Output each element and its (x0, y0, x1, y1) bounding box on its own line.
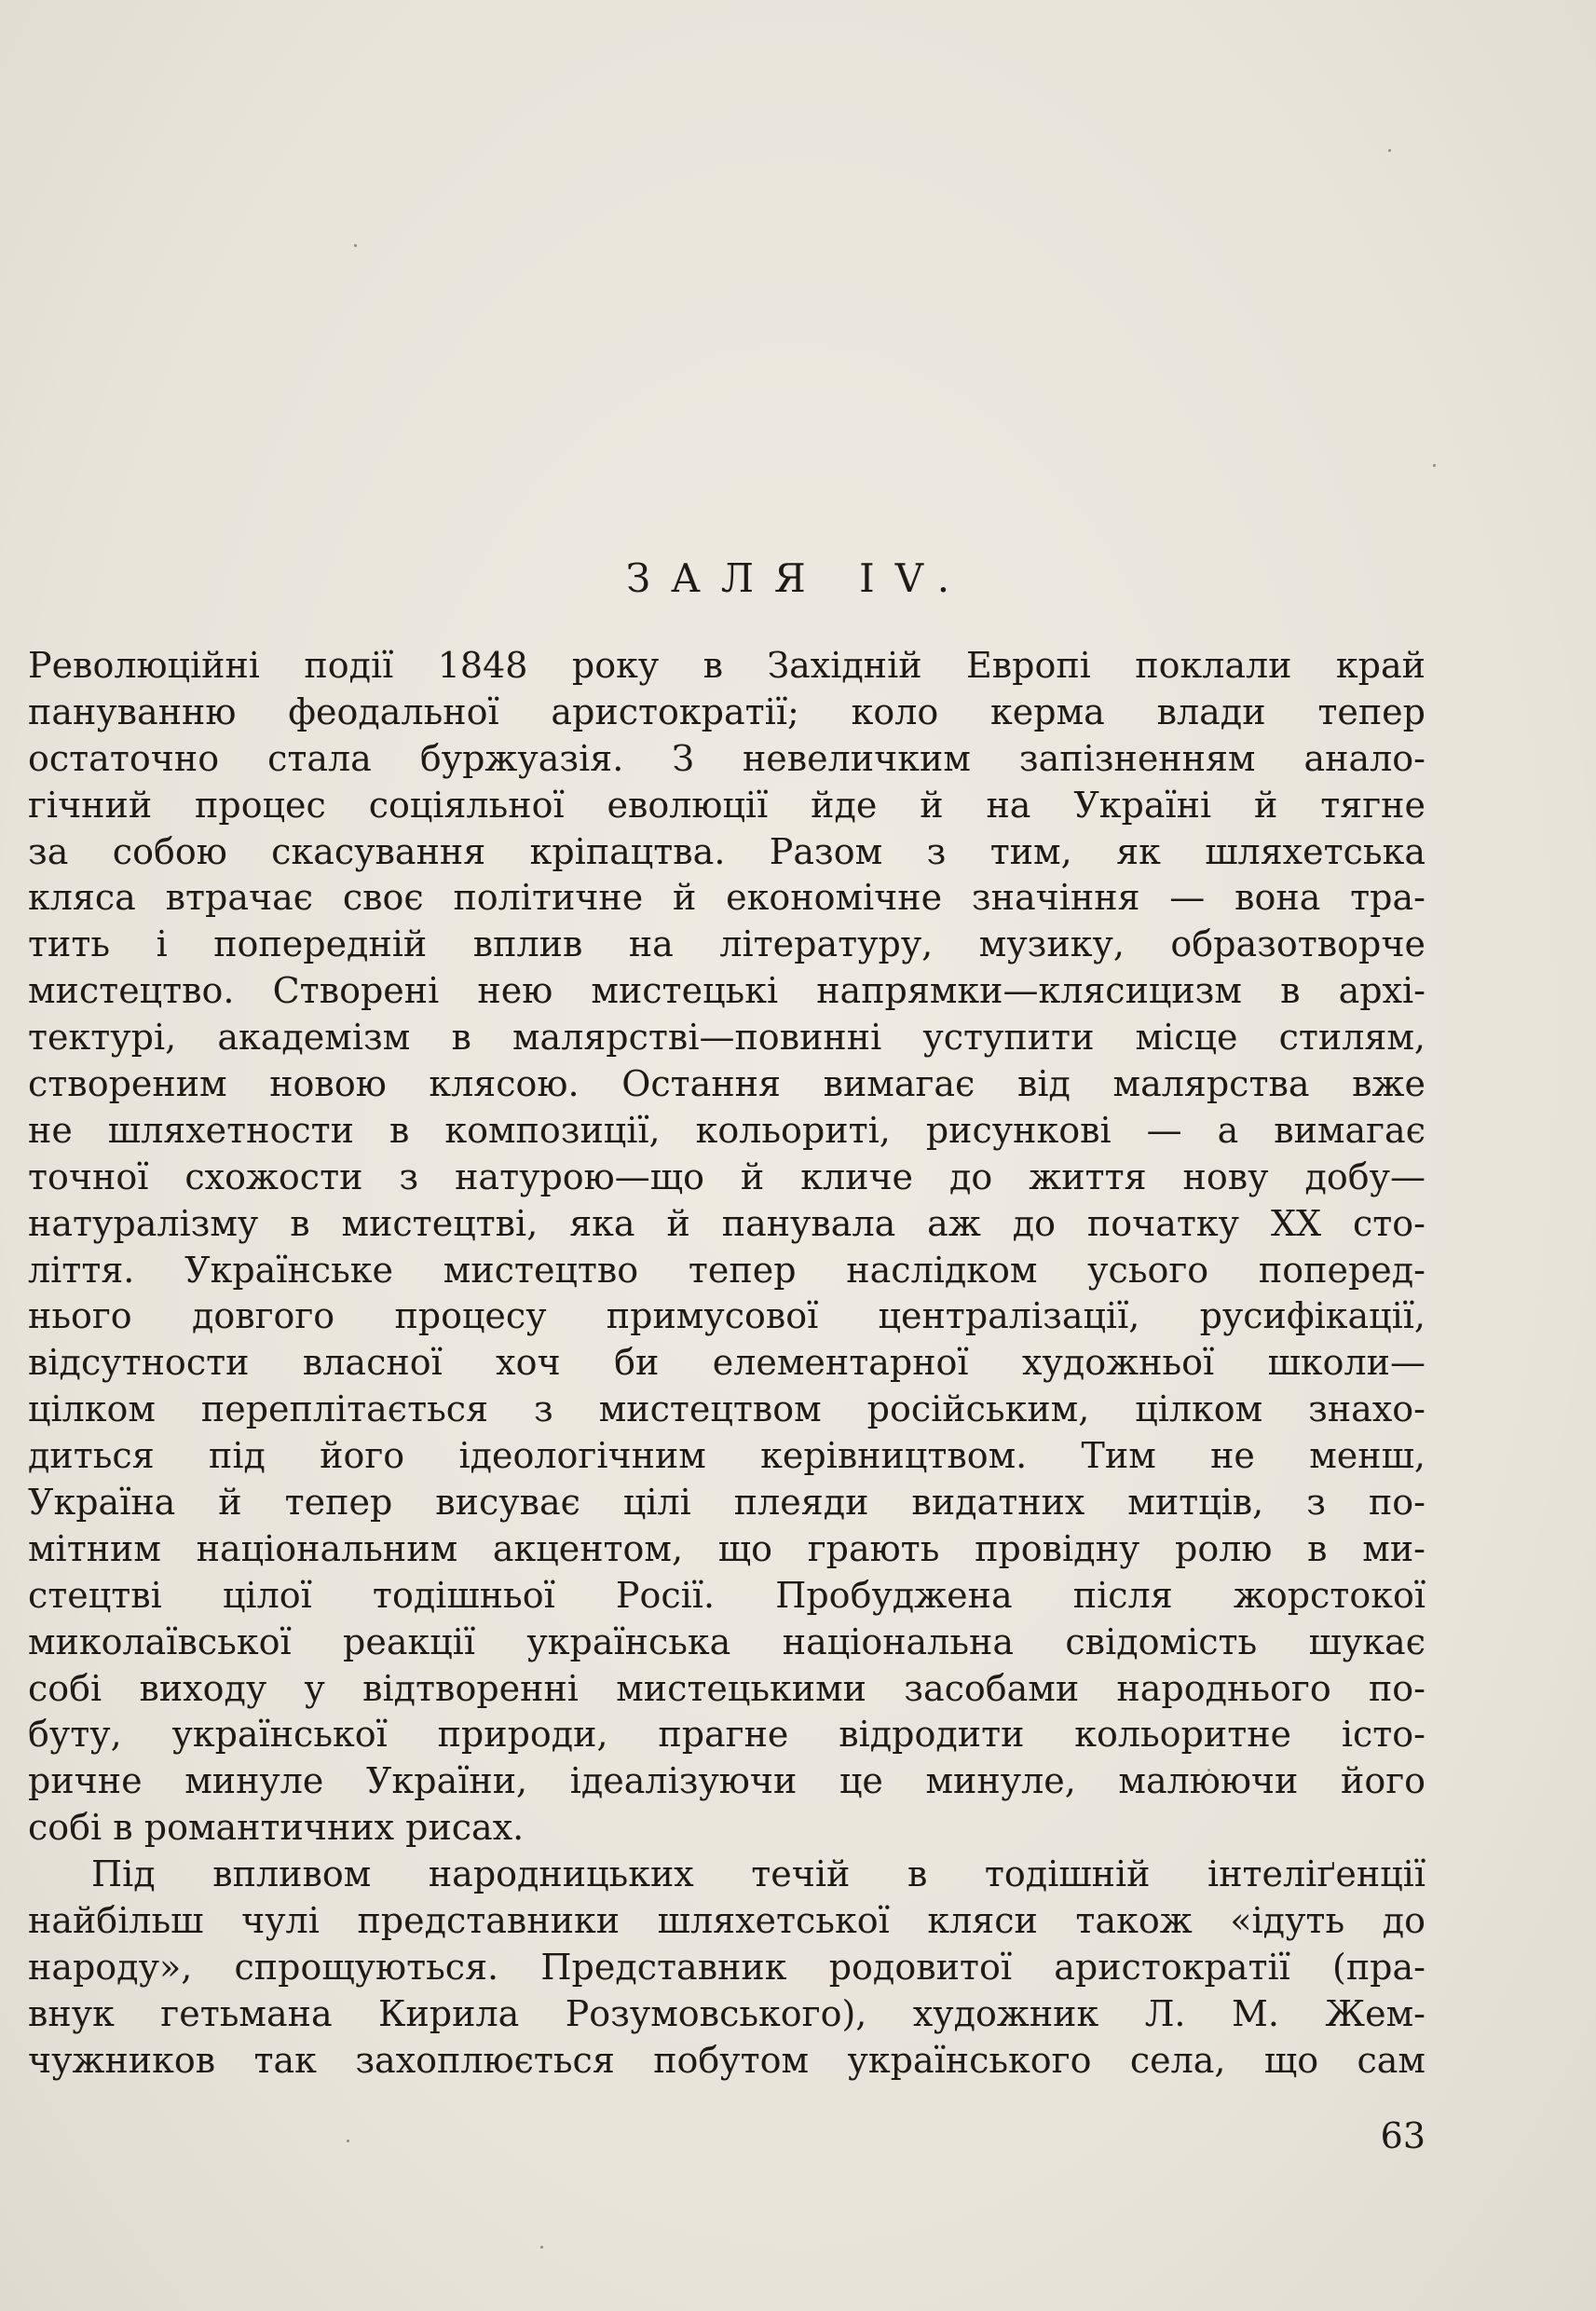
paper-speck (1433, 464, 1436, 467)
text-line: Революційні події 1848 року в Західній Европі поклали край (28, 645, 1425, 686)
paper-speck (347, 2140, 349, 2142)
text-line: натуралізму в мистецтві, яка й панувала аж до початку XX сто- (28, 1202, 1425, 1244)
page-number: 63 (1380, 2115, 1425, 2156)
paper-speck (354, 244, 357, 247)
text-line: диться під його ідеологічним керівництвом. Тим не менш, (28, 1435, 1425, 1477)
text-line: ричне минуле України, ідеалізуючи це минуле, малюючи його (28, 1760, 1425, 1802)
text-line: Україна й тепер висуває цілі плеяди видатних митців, з по- (28, 1482, 1425, 1524)
text-line: остаточно стала буржуазія. З невеличким запізненням анало- (28, 737, 1425, 779)
text-line: не шляхетности в композиції, кольориті, рисункові — а вимагає (28, 1109, 1425, 1151)
text-line: ліття. Українське мистецтво тепер наслідком усього поперед- (28, 1249, 1425, 1291)
text-line: гічний процес соціяльної еволюції йде й на Україні й тягне (28, 784, 1425, 826)
text-line: нього довгого процесу примусової централізації, русифікації, (28, 1295, 1425, 1337)
text-line: цілком переплітається з мистецтвом російським, цілком знахо- (28, 1388, 1425, 1430)
text-line: тектурі, академізм в малярстві—повинні уступити місце стилям, (28, 1017, 1425, 1059)
text-line: собі в романтичних рисах. (28, 1807, 525, 1849)
text-line: мистецтво. Створені нею мистецькі напрямки—клясицизм в архі- (28, 970, 1425, 1012)
text-line: мітним національним акцентом, що грають провідну ролю в ми- (28, 1527, 1425, 1569)
text-line: народу», спрощуються. Представник родовитої аристократії (пра- (28, 1946, 1425, 1988)
text-line: точної схожости з натурою—що й кличе до життя нову добу— (28, 1156, 1425, 1197)
section-heading: ЗАЛЯ IV. (625, 555, 971, 601)
text-line: за собою скасування кріпацтва. Разом з тим, як шляхетська (28, 830, 1425, 872)
text-line: створеним новою клясою. Остання вимагає від малярства вже (28, 1063, 1425, 1105)
text-line: найбільш чулі представники шляхетської кляси також «ідуть до (28, 1900, 1425, 1942)
text-line: внук гетьмана Кирила Розумовського), художник Л. М. Жем- (28, 1992, 1425, 2034)
text-line: відсутности власної хоч би елементарної художньої школи— (28, 1342, 1425, 1384)
text-line: собі виходу у відтворенні мистецькими засобами народнього по- (28, 1667, 1425, 1709)
text-line: чужников так захоплюється побутом українського села, що сам (28, 2039, 1425, 2081)
body-text (28, 643, 1425, 2085)
text-line: миколаївської реакції українська національна свідомість шукає (28, 1620, 1425, 1662)
text-line: Під впливом народницьких течій в тодішній інтеліґенції (91, 1853, 1425, 1895)
text-line: кляса втрачає своє політичне й економічне значіння — вона тра- (28, 877, 1425, 919)
paper-speck (540, 2246, 543, 2249)
paper-speck (1388, 149, 1391, 152)
text-line: пануванню феодальної аристократії; коло керма влади тепер (28, 691, 1425, 732)
text-line: тить і попередній вплив на літературу, музику, образотворче (28, 923, 1425, 965)
text-line: стецтві цілої тодішньої Росії. Пробуджена після жорстокої (28, 1574, 1425, 1616)
text-line: буту, української природи, прагне відродити кольоритне істо- (28, 1714, 1425, 1756)
